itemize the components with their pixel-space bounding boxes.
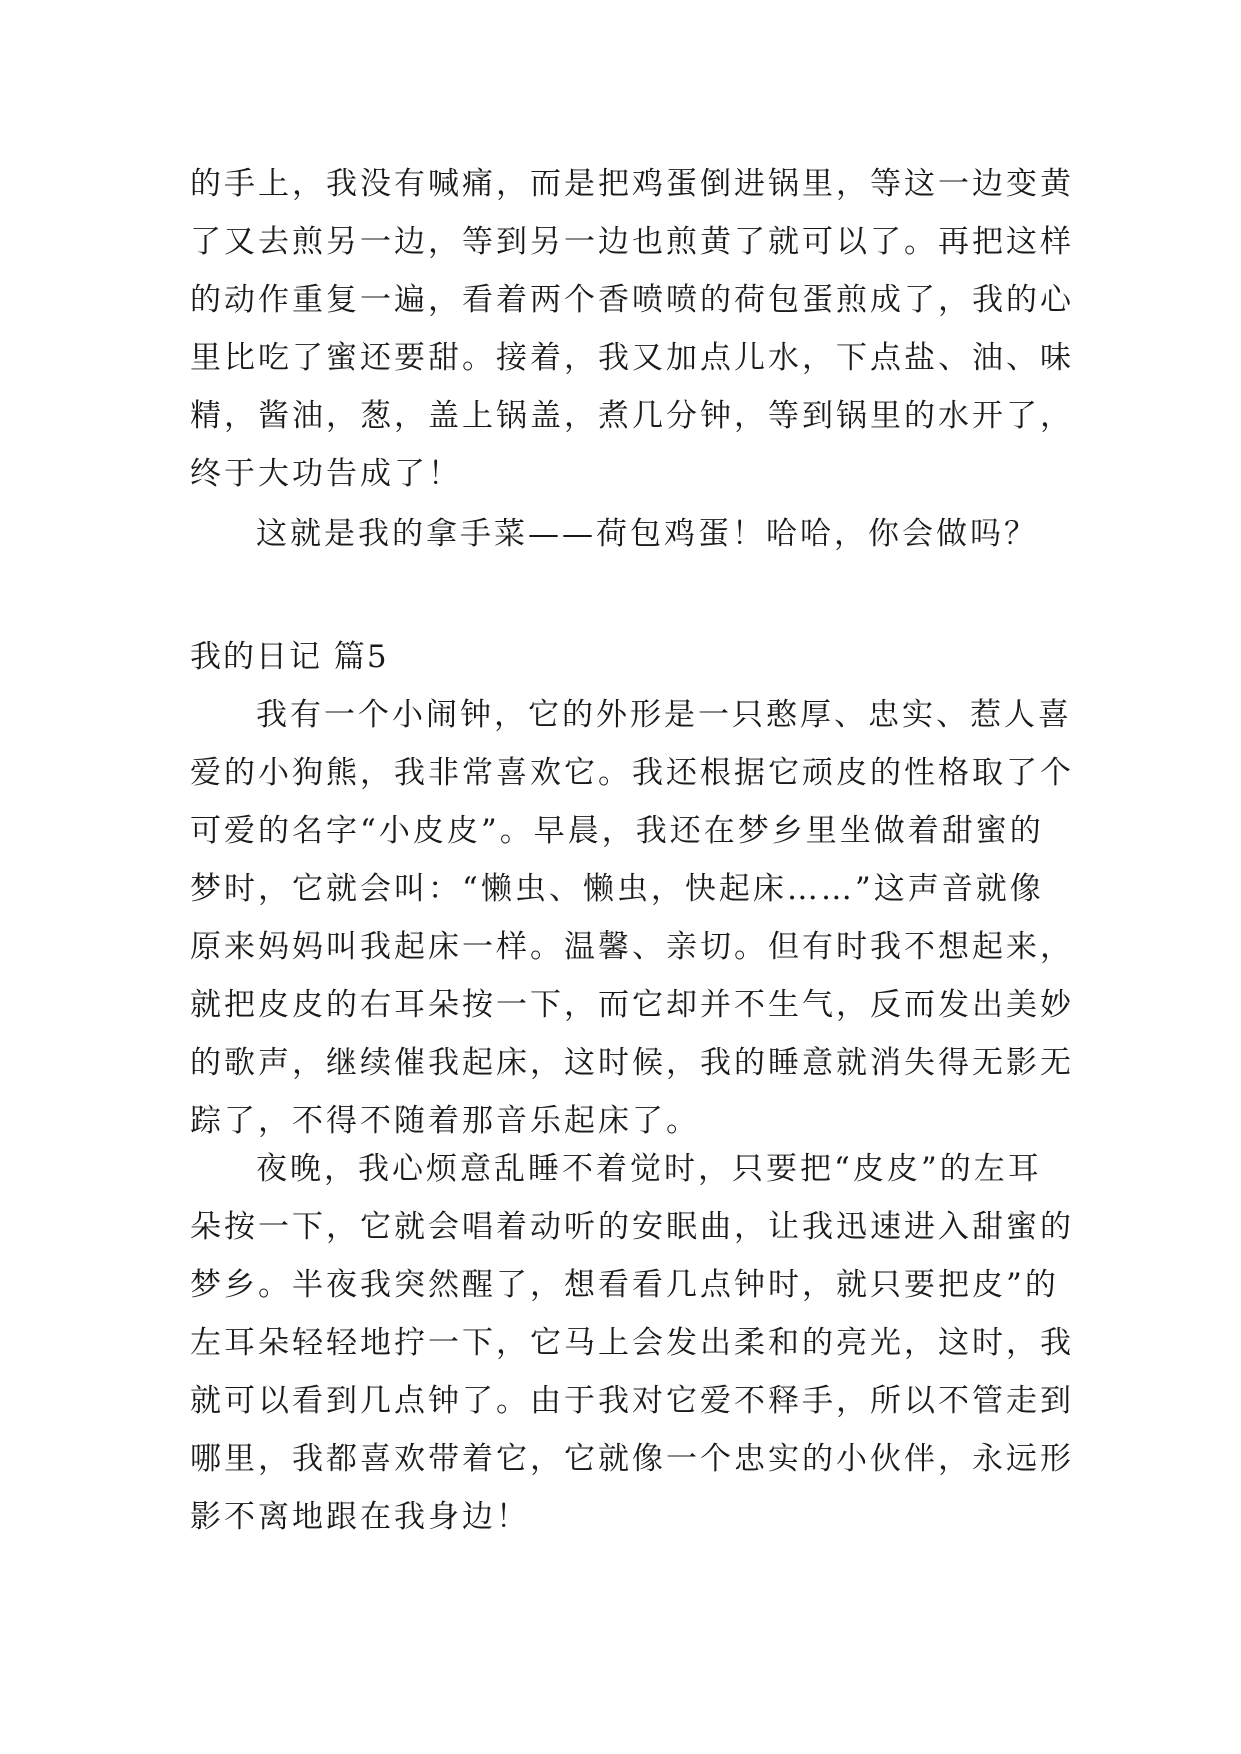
text-line: 原来妈妈叫我起床一样。温馨、亲切。但有时我不想起来， (190, 929, 1074, 965)
text-line: 影不离地跟在我身边！ (190, 1499, 530, 1535)
text-line: 哪里，我都喜欢带着它，它就像一个忠实的小伙伴，永远形 (190, 1441, 1074, 1477)
text-line: 爱的小狗熊，我非常喜欢它。我还根据它顽皮的性格取了个 (190, 755, 1074, 791)
section-heading: 我的日记 篇5 (190, 639, 389, 675)
text-line: 这就是我的拿手菜——荷包鸡蛋！哈哈，你会做吗？ (256, 516, 1038, 552)
text-line: 朵按一下，它就会唱着动听的安眠曲，让我迅速进入甜蜜的 (190, 1209, 1074, 1245)
text-line: 踪了，不得不随着那音乐起床了。 (190, 1103, 700, 1139)
text-line: 可爱的名字“小皮皮”。早晨，我还在梦乡里坐做着甜蜜的 (190, 813, 1044, 849)
text-line: 里比吃了蜜还要甜。接着，我又加点儿水，下点盐、油、味 (190, 340, 1074, 376)
text-line: 的动作重复一遍，看着两个香喷喷的荷包蛋煎成了，我的心 (190, 282, 1074, 318)
text-line: 我有一个小闹钟，它的外形是一只憨厚、忠实、惹人喜 (256, 697, 1072, 733)
text-line: 的歌声，继续催我起床，这时候，我的睡意就消失得无影无 (190, 1045, 1074, 1081)
text-line: 的手上，我没有喊痛，而是把鸡蛋倒进锅里，等这一边变黄 (190, 166, 1074, 202)
section-5-paragraph-2 (190, 1140, 1074, 1546)
section-5 (190, 628, 1074, 1150)
story-continuation-paragraph (190, 155, 1074, 503)
text-line: 梦乡。半夜我突然醒了，想看看几点钟时，就只要把皮”的 (190, 1267, 1059, 1303)
text-line: 了又去煎另一边，等到另一边也煎黄了就可以了。再把这样 (190, 224, 1074, 260)
text-line: 精，酱油，葱，盖上锅盖，煮几分钟，等到锅里的水开了， (190, 398, 1074, 434)
text-line: 梦时，它就会叫：“懒虫、懒虫，快起床……”这声音就像 (190, 871, 1044, 907)
text-line: 夜晚，我心烦意乱睡不着觉时，只要把“皮皮”的左耳 (256, 1151, 1042, 1187)
text-line: 左耳朵轻轻地拧一下，它马上会发出柔和的亮光，这时，我 (190, 1325, 1074, 1361)
text-line: 终于大功告成了！ (190, 456, 462, 492)
text-line: 就可以看到几点钟了。由于我对它爱不释手，所以不管走到 (190, 1383, 1074, 1419)
closing-paragraph (190, 505, 1060, 563)
text-line: 就把皮皮的右耳朵按一下，而它却并不生气，反而发出美妙 (190, 987, 1074, 1023)
